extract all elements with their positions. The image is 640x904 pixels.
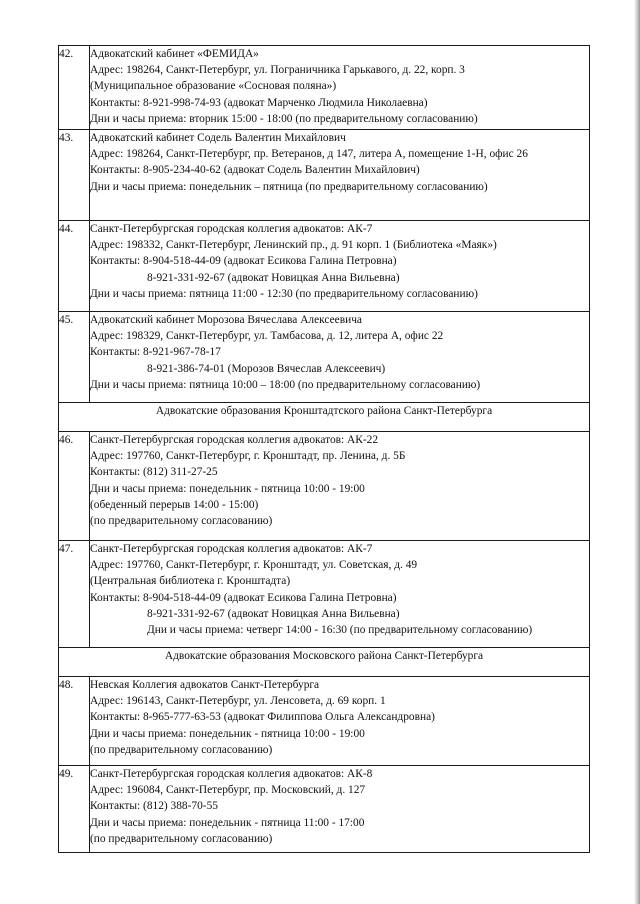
entry-body bbox=[90, 46, 590, 130]
entry-address: Адрес: 198332, Санкт-Петербург, Ленинский пр., д. 91 корп. 1 (Библиотека «Маяк») bbox=[90, 239, 497, 252]
entry-number: 44. bbox=[59, 221, 90, 312]
table-row-43 bbox=[59, 130, 590, 221]
entry-contacts: Контакты: 8-965-777-63-53 (адвокат Филиппова Ольга Александровна) bbox=[90, 711, 435, 724]
entry-address: Адрес: 198329, Санкт-Петербург, ул. Тамбасова, д. 12, литера А, офис 22 bbox=[90, 330, 444, 343]
table-row-45 bbox=[59, 312, 590, 403]
entry-number: 43. bbox=[59, 130, 90, 221]
entry-org-name: Санкт-Петербургская городская коллегия адвокатов: АК-22 bbox=[90, 434, 379, 446]
section-title-moskovsky: Адвокатские образования Московского района Санкт-Петербурга bbox=[59, 648, 590, 677]
table-row-49 bbox=[59, 766, 590, 853]
entry-org-name: Санкт-Петербургская городская коллегия адвокатов: АК-7 bbox=[90, 223, 373, 235]
entry-address: Адрес: 196143, Санкт-Петербург, ул. Ленсовета, д. 69 корп. 1 bbox=[90, 695, 386, 708]
entry-org-name: Невская Коллегия адвокатов Санкт-Петербурга bbox=[90, 679, 320, 691]
entry-body bbox=[90, 130, 590, 221]
entry-contacts-extra: 8-921-331-92-67 (адвокат Новицкая Анна Вильевна) bbox=[147, 607, 400, 620]
entry-number: 48. bbox=[59, 677, 90, 766]
section-title-kronshtadt: Адвокатские образования Кронштадтского района Санкт-Петербурга bbox=[59, 403, 590, 432]
entry-org-name: Адвокатский кабинет Содель Валентин Михайлович bbox=[90, 132, 346, 144]
entry-hours-note: (по предварительному согласованию) bbox=[90, 743, 273, 756]
entry-hours-break: (обеденный перерыв 14:00 - 15:00) bbox=[90, 498, 259, 511]
entry-number: 46. bbox=[59, 432, 90, 541]
section-row-moskovsky bbox=[59, 648, 590, 677]
table-row-47 bbox=[59, 541, 590, 648]
entry-org-name: Санкт-Петербургская городская коллегия адвокатов: АК-7 bbox=[90, 543, 373, 555]
entry-hours: Дни и часы приема: пятница 11:00 - 12:30 (по предварительному согласованию) bbox=[90, 287, 478, 300]
entry-contacts: Контакты: 8-921-967-78-17 bbox=[90, 346, 221, 359]
entry-address-note: (Центральная библиотека г. Кронштадта) bbox=[90, 575, 291, 588]
entry-contacts: Контакты: (812) 311-27-25 bbox=[90, 466, 218, 479]
entry-org-name: Адвокатский кабинет «ФЕМИДА» bbox=[90, 48, 259, 60]
entry-org-name: Адвокатский кабинет Морозова Вячеслава Алексеевича bbox=[90, 314, 362, 326]
entry-org-name: Санкт-Петербургская городская коллегия адвокатов: АК-8 bbox=[90, 768, 373, 780]
entry-body bbox=[90, 541, 590, 648]
entry-contacts-extra: 8-921-386-74-01 (Морозов Вячеслав Алексеевич) bbox=[147, 362, 386, 375]
entry-contacts: Контакты: (812) 388-70-55 bbox=[90, 800, 218, 813]
entry-hours: Дни и часы приема: понедельник - пятница 10:00 - 19:00 bbox=[90, 727, 365, 740]
entry-hours: Дни и часы приема: понедельник - пятница 11:00 - 17:00 bbox=[90, 816, 365, 829]
entry-address-note: (Муниципальное образование «Сосновая поляна») bbox=[90, 80, 337, 93]
entry-hours: Дни и часы приема: понедельник – пятница (по предварительному согласованию) bbox=[90, 180, 488, 193]
entry-contacts: Контакты: 8-905-234-40-62 (адвокат Содель Валентин Михайлович) bbox=[90, 164, 420, 177]
entry-body bbox=[90, 766, 590, 853]
table-row-48 bbox=[59, 677, 590, 766]
entry-body bbox=[90, 677, 590, 766]
entry-address: Адрес: 197760, Санкт-Петербург, г. Кронштадт, пр. Ленина, д. 5Б bbox=[90, 450, 406, 463]
entry-body bbox=[90, 432, 590, 541]
table-row-46 bbox=[59, 432, 590, 541]
section-row-kronshtadt bbox=[59, 403, 590, 432]
entry-hours: Дни и часы приема: вторник 15:00 - 18:00 (по предварительному согласованию) bbox=[90, 112, 478, 125]
table-row-44 bbox=[59, 221, 590, 312]
advocates-table bbox=[58, 45, 590, 853]
entry-address: Адрес: 198264, Санкт-Петербург, ул. Пограничника Гарькавого, д. 22, корп. 3 bbox=[90, 64, 465, 77]
entry-contacts: Контакты: 8-904-518-44-09 (адвокат Есикова Галина Петровна) bbox=[90, 255, 397, 268]
entry-address: Адрес: 198264, Санкт-Петербург, пр. Ветеранов, д 147, литера А, помещение 1-Н, офис 26 bbox=[90, 148, 528, 161]
entry-address: Адрес: 197760, Санкт-Петербург, г. Кронштадт, ул. Советская, д. 49 bbox=[90, 559, 418, 572]
entry-number: 47. bbox=[59, 541, 90, 648]
scan-edge-shadow bbox=[634, 0, 640, 904]
entry-number: 42. bbox=[59, 46, 90, 130]
entry-contacts-extra: 8-921-331-92-67 (адвокат Новицкая Анна Вильевна) bbox=[147, 271, 400, 284]
entry-body bbox=[90, 312, 590, 403]
entry-address: Адрес: 196084, Санкт-Петербург, пр. Московский, д. 127 bbox=[90, 784, 366, 797]
entry-hours: Дни и часы приема: понедельник - пятница 10:00 - 19:00 bbox=[90, 482, 365, 495]
table-row-42 bbox=[59, 46, 590, 130]
entry-body bbox=[90, 221, 590, 312]
entry-contacts: Контакты: 8-904-518-44-09 (адвокат Есикова Галина Петровна) bbox=[90, 591, 397, 604]
entry-number: 45. bbox=[59, 312, 90, 403]
entry-number: 49. bbox=[59, 766, 90, 853]
entry-hours: Дни и часы приема: пятница 10:00 – 18:00 (по предварительному согласованию) bbox=[90, 378, 481, 391]
entry-hours: Дни и часы приема: четверг 14:00 - 16:30 (по предварительному согласованию) bbox=[147, 624, 533, 637]
entry-contacts: Контакты: 8-921-998-74-93 (адвокат Марченко Людмила Николаевна) bbox=[90, 96, 428, 109]
entry-hours-note: (по предварительному согласованию) bbox=[90, 515, 273, 528]
entry-hours-note: (по предварительному согласованию) bbox=[90, 832, 273, 845]
